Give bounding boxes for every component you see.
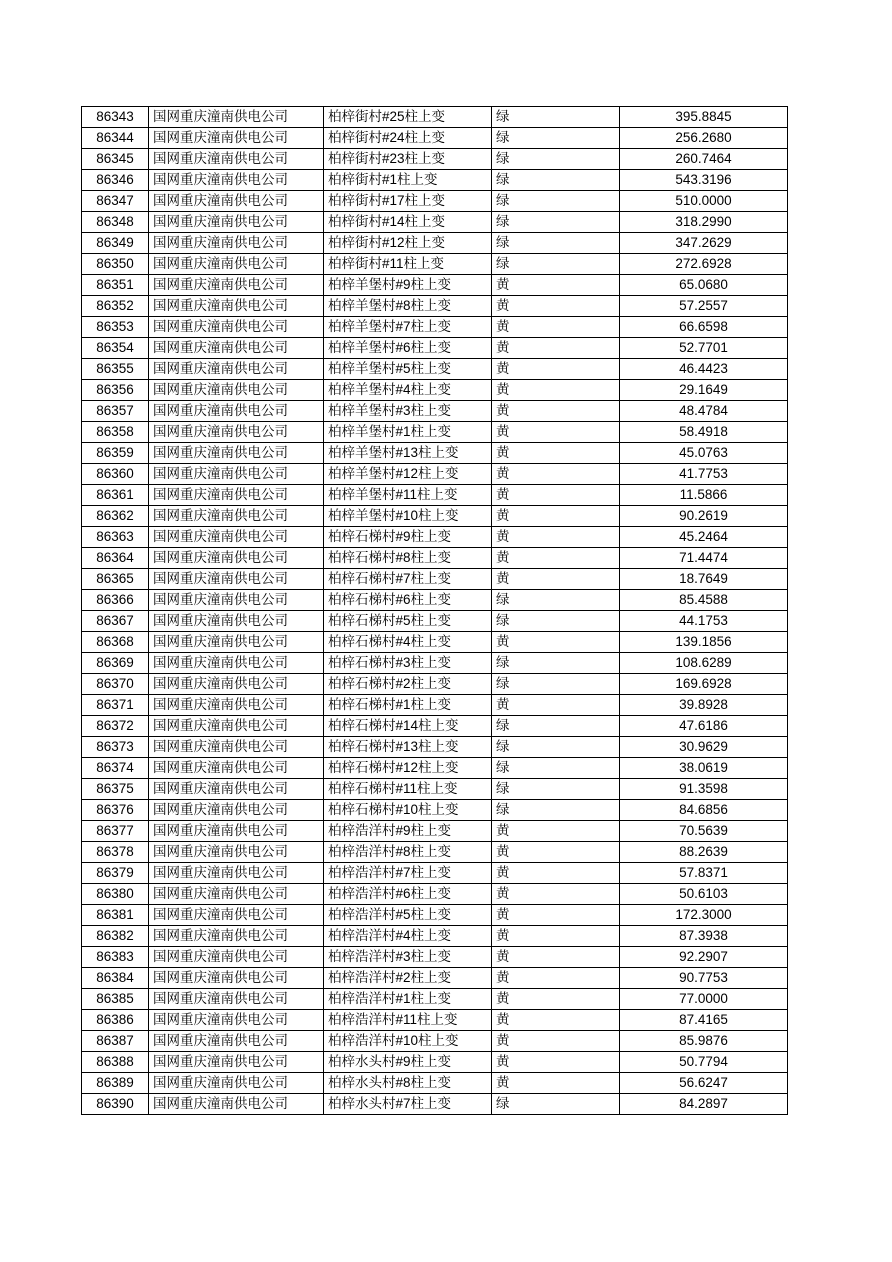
cell-level: 黄 (492, 275, 620, 296)
cell-value: 18.7649 (620, 569, 788, 590)
table-row (82, 590, 788, 611)
cell-level: 黄 (492, 443, 620, 464)
cell-id: 86344 (82, 128, 149, 149)
cell-id: 86382 (82, 926, 149, 947)
cell-id: 86379 (82, 863, 149, 884)
cell-id: 86381 (82, 905, 149, 926)
table-row (82, 674, 788, 695)
cell-value: 395.8845 (620, 107, 788, 128)
table-row (82, 800, 788, 821)
cell-id: 86383 (82, 947, 149, 968)
cell-id: 86365 (82, 569, 149, 590)
cell-company: 国网重庆潼南供电公司 (149, 275, 324, 296)
cell-id: 86367 (82, 611, 149, 632)
cell-value: 256.2680 (620, 128, 788, 149)
cell-id: 86385 (82, 989, 149, 1010)
table-row (82, 695, 788, 716)
cell-level: 黄 (492, 968, 620, 989)
cell-company: 国网重庆潼南供电公司 (149, 863, 324, 884)
cell-id: 86349 (82, 233, 149, 254)
cell-device: 柏梓浩洋村#7柱上变 (324, 863, 492, 884)
cell-device: 柏梓石梯村#7柱上变 (324, 569, 492, 590)
cell-value: 56.6247 (620, 1073, 788, 1094)
cell-level: 绿 (492, 170, 620, 191)
cell-device: 柏梓水头村#7柱上变 (324, 1094, 492, 1115)
cell-id: 86357 (82, 401, 149, 422)
cell-value: 29.1649 (620, 380, 788, 401)
cell-level: 黄 (492, 506, 620, 527)
cell-company: 国网重庆潼南供电公司 (149, 1052, 324, 1073)
cell-company: 国网重庆潼南供电公司 (149, 338, 324, 359)
cell-company: 国网重庆潼南供电公司 (149, 632, 324, 653)
table-row (82, 926, 788, 947)
cell-value: 85.4588 (620, 590, 788, 611)
table-row (82, 191, 788, 212)
cell-value: 91.3598 (620, 779, 788, 800)
cell-level: 黄 (492, 632, 620, 653)
cell-company: 国网重庆潼南供电公司 (149, 1073, 324, 1094)
table-row (82, 1010, 788, 1031)
table-row (82, 548, 788, 569)
cell-company: 国网重庆潼南供电公司 (149, 212, 324, 233)
cell-id: 86366 (82, 590, 149, 611)
cell-value: 44.1753 (620, 611, 788, 632)
cell-company: 国网重庆潼南供电公司 (149, 779, 324, 800)
cell-company: 国网重庆潼南供电公司 (149, 1010, 324, 1031)
cell-device: 柏梓水头村#8柱上变 (324, 1073, 492, 1094)
cell-device: 柏梓羊堡村#12柱上变 (324, 464, 492, 485)
cell-level: 绿 (492, 653, 620, 674)
cell-value: 30.9629 (620, 737, 788, 758)
cell-value: 92.2907 (620, 947, 788, 968)
cell-level: 黄 (492, 380, 620, 401)
cell-company: 国网重庆潼南供电公司 (149, 464, 324, 485)
cell-id: 86376 (82, 800, 149, 821)
cell-id: 86380 (82, 884, 149, 905)
cell-value: 57.8371 (620, 863, 788, 884)
table-row (82, 506, 788, 527)
table-row (82, 422, 788, 443)
cell-id: 86388 (82, 1052, 149, 1073)
cell-device: 柏梓街村#23柱上变 (324, 149, 492, 170)
cell-id: 86370 (82, 674, 149, 695)
cell-level: 黄 (492, 527, 620, 548)
cell-value: 88.2639 (620, 842, 788, 863)
cell-level: 黄 (492, 296, 620, 317)
cell-value: 50.7794 (620, 1052, 788, 1073)
cell-device: 柏梓羊堡村#5柱上变 (324, 359, 492, 380)
cell-id: 86361 (82, 485, 149, 506)
cell-id: 86350 (82, 254, 149, 275)
cell-value: 48.4784 (620, 401, 788, 422)
table-row (82, 1073, 788, 1094)
cell-id: 86390 (82, 1094, 149, 1115)
cell-level: 绿 (492, 779, 620, 800)
cell-id: 86351 (82, 275, 149, 296)
cell-id: 86353 (82, 317, 149, 338)
cell-value: 90.2619 (620, 506, 788, 527)
cell-device: 柏梓浩洋村#4柱上变 (324, 926, 492, 947)
table-row (82, 632, 788, 653)
cell-company: 国网重庆潼南供电公司 (149, 548, 324, 569)
table-row (82, 212, 788, 233)
table-row (82, 443, 788, 464)
table-row (82, 758, 788, 779)
cell-company: 国网重庆潼南供电公司 (149, 590, 324, 611)
cell-device: 柏梓石梯村#11柱上变 (324, 779, 492, 800)
cell-id: 86347 (82, 191, 149, 212)
cell-level: 黄 (492, 1073, 620, 1094)
cell-company: 国网重庆潼南供电公司 (149, 947, 324, 968)
cell-value: 318.2990 (620, 212, 788, 233)
table-row (82, 947, 788, 968)
table-row (82, 464, 788, 485)
cell-device: 柏梓街村#14柱上变 (324, 212, 492, 233)
cell-device: 柏梓街村#1柱上变 (324, 170, 492, 191)
cell-value: 84.6856 (620, 800, 788, 821)
cell-device: 柏梓石梯村#13柱上变 (324, 737, 492, 758)
cell-device: 柏梓水头村#9柱上变 (324, 1052, 492, 1073)
cell-id: 86359 (82, 443, 149, 464)
cell-device: 柏梓羊堡村#3柱上变 (324, 401, 492, 422)
cell-level: 黄 (492, 863, 620, 884)
cell-value: 39.8928 (620, 695, 788, 716)
cell-device: 柏梓石梯村#12柱上变 (324, 758, 492, 779)
cell-level: 绿 (492, 233, 620, 254)
data-table (81, 106, 788, 1115)
cell-company: 国网重庆潼南供电公司 (149, 422, 324, 443)
cell-device: 柏梓羊堡村#8柱上变 (324, 296, 492, 317)
cell-level: 绿 (492, 737, 620, 758)
cell-level: 黄 (492, 317, 620, 338)
cell-value: 510.0000 (620, 191, 788, 212)
cell-company: 国网重庆潼南供电公司 (149, 1094, 324, 1115)
cell-device: 柏梓街村#17柱上变 (324, 191, 492, 212)
cell-company: 国网重庆潼南供电公司 (149, 485, 324, 506)
cell-id: 86355 (82, 359, 149, 380)
cell-value: 45.2464 (620, 527, 788, 548)
cell-value: 58.4918 (620, 422, 788, 443)
cell-company: 国网重庆潼南供电公司 (149, 758, 324, 779)
cell-device: 柏梓石梯村#9柱上变 (324, 527, 492, 548)
cell-id: 86372 (82, 716, 149, 737)
cell-level: 黄 (492, 338, 620, 359)
cell-id: 86384 (82, 968, 149, 989)
cell-value: 77.0000 (620, 989, 788, 1010)
cell-device: 柏梓街村#12柱上变 (324, 233, 492, 254)
cell-level: 绿 (492, 716, 620, 737)
cell-company: 国网重庆潼南供电公司 (149, 716, 324, 737)
table-row (82, 107, 788, 128)
cell-device: 柏梓石梯村#6柱上变 (324, 590, 492, 611)
cell-device: 柏梓石梯村#2柱上变 (324, 674, 492, 695)
table-row (82, 716, 788, 737)
table-row (82, 1031, 788, 1052)
cell-company: 国网重庆潼南供电公司 (149, 317, 324, 338)
cell-device: 柏梓浩洋村#5柱上变 (324, 905, 492, 926)
cell-level: 黄 (492, 926, 620, 947)
cell-device: 柏梓石梯村#1柱上变 (324, 695, 492, 716)
cell-level: 黄 (492, 821, 620, 842)
cell-company: 国网重庆潼南供电公司 (149, 380, 324, 401)
table-row (82, 275, 788, 296)
table-row (82, 296, 788, 317)
cell-value: 347.2629 (620, 233, 788, 254)
cell-level: 绿 (492, 128, 620, 149)
cell-device: 柏梓浩洋村#6柱上变 (324, 884, 492, 905)
cell-value: 90.7753 (620, 968, 788, 989)
table-row (82, 611, 788, 632)
cell-device: 柏梓石梯村#5柱上变 (324, 611, 492, 632)
cell-company: 国网重庆潼南供电公司 (149, 989, 324, 1010)
cell-value: 11.5866 (620, 485, 788, 506)
cell-value: 108.6289 (620, 653, 788, 674)
cell-id: 86371 (82, 695, 149, 716)
cell-company: 国网重庆潼南供电公司 (149, 128, 324, 149)
cell-device: 柏梓街村#24柱上变 (324, 128, 492, 149)
cell-id: 86373 (82, 737, 149, 758)
cell-id: 86368 (82, 632, 149, 653)
cell-id: 86378 (82, 842, 149, 863)
cell-level: 黄 (492, 1052, 620, 1073)
cell-device: 柏梓石梯村#3柱上变 (324, 653, 492, 674)
cell-level: 绿 (492, 107, 620, 128)
table-body (82, 107, 788, 1115)
cell-id: 86346 (82, 170, 149, 191)
cell-company: 国网重庆潼南供电公司 (149, 191, 324, 212)
cell-company: 国网重庆潼南供电公司 (149, 296, 324, 317)
cell-device: 柏梓石梯村#10柱上变 (324, 800, 492, 821)
cell-company: 国网重庆潼南供电公司 (149, 674, 324, 695)
cell-device: 柏梓羊堡村#13柱上变 (324, 443, 492, 464)
table-row (82, 485, 788, 506)
cell-value: 139.1856 (620, 632, 788, 653)
table-row (82, 527, 788, 548)
cell-company: 国网重庆潼南供电公司 (149, 254, 324, 275)
cell-id: 86352 (82, 296, 149, 317)
table-row (82, 779, 788, 800)
cell-level: 黄 (492, 842, 620, 863)
cell-device: 柏梓街村#25柱上变 (324, 107, 492, 128)
cell-id: 86386 (82, 1010, 149, 1031)
table-row (82, 338, 788, 359)
cell-level: 黄 (492, 359, 620, 380)
cell-device: 柏梓石梯村#8柱上变 (324, 548, 492, 569)
cell-id: 86356 (82, 380, 149, 401)
cell-value: 66.6598 (620, 317, 788, 338)
cell-company: 国网重庆潼南供电公司 (149, 506, 324, 527)
cell-company: 国网重庆潼南供电公司 (149, 170, 324, 191)
table-row (82, 863, 788, 884)
cell-company: 国网重庆潼南供电公司 (149, 821, 324, 842)
table-row (82, 989, 788, 1010)
cell-level: 黄 (492, 1031, 620, 1052)
table-row (82, 317, 788, 338)
cell-device: 柏梓街村#11柱上变 (324, 254, 492, 275)
cell-level: 绿 (492, 800, 620, 821)
cell-value: 46.4423 (620, 359, 788, 380)
table-row (82, 905, 788, 926)
cell-level: 绿 (492, 254, 620, 275)
cell-id: 86375 (82, 779, 149, 800)
cell-level: 黄 (492, 485, 620, 506)
cell-device: 柏梓浩洋村#1柱上变 (324, 989, 492, 1010)
cell-company: 国网重庆潼南供电公司 (149, 884, 324, 905)
cell-device: 柏梓羊堡村#1柱上变 (324, 422, 492, 443)
cell-level: 黄 (492, 569, 620, 590)
cell-company: 国网重庆潼南供电公司 (149, 653, 324, 674)
table-row (82, 821, 788, 842)
cell-company: 国网重庆潼南供电公司 (149, 149, 324, 170)
cell-device: 柏梓浩洋村#2柱上变 (324, 968, 492, 989)
cell-device: 柏梓羊堡村#10柱上变 (324, 506, 492, 527)
data-table-container (81, 106, 787, 1115)
cell-level: 黄 (492, 989, 620, 1010)
cell-value: 41.7753 (620, 464, 788, 485)
cell-level: 绿 (492, 758, 620, 779)
cell-value: 272.6928 (620, 254, 788, 275)
cell-id: 86360 (82, 464, 149, 485)
table-row (82, 170, 788, 191)
cell-id: 86354 (82, 338, 149, 359)
cell-value: 87.4165 (620, 1010, 788, 1031)
cell-level: 黄 (492, 548, 620, 569)
cell-company: 国网重庆潼南供电公司 (149, 611, 324, 632)
cell-id: 86348 (82, 212, 149, 233)
cell-id: 86345 (82, 149, 149, 170)
cell-value: 57.2557 (620, 296, 788, 317)
table-row (82, 968, 788, 989)
cell-id: 86369 (82, 653, 149, 674)
cell-company: 国网重庆潼南供电公司 (149, 695, 324, 716)
table-row (82, 569, 788, 590)
cell-id: 86374 (82, 758, 149, 779)
cell-company: 国网重庆潼南供电公司 (149, 401, 324, 422)
cell-device: 柏梓羊堡村#6柱上变 (324, 338, 492, 359)
table-row (82, 1094, 788, 1115)
table-row (82, 359, 788, 380)
table-row (82, 149, 788, 170)
cell-value: 260.7464 (620, 149, 788, 170)
table-row (82, 380, 788, 401)
cell-value: 50.6103 (620, 884, 788, 905)
cell-device: 柏梓浩洋村#3柱上变 (324, 947, 492, 968)
cell-level: 绿 (492, 212, 620, 233)
cell-value: 38.0619 (620, 758, 788, 779)
cell-value: 65.0680 (620, 275, 788, 296)
cell-level: 黄 (492, 884, 620, 905)
cell-id: 86358 (82, 422, 149, 443)
table-row (82, 128, 788, 149)
cell-level: 绿 (492, 590, 620, 611)
cell-device: 柏梓浩洋村#9柱上变 (324, 821, 492, 842)
cell-level: 绿 (492, 674, 620, 695)
cell-level: 黄 (492, 1010, 620, 1031)
cell-company: 国网重庆潼南供电公司 (149, 737, 324, 758)
cell-level: 黄 (492, 947, 620, 968)
table-row (82, 653, 788, 674)
cell-id: 86387 (82, 1031, 149, 1052)
cell-value: 169.6928 (620, 674, 788, 695)
cell-value: 52.7701 (620, 338, 788, 359)
table-row (82, 842, 788, 863)
cell-device: 柏梓浩洋村#10柱上变 (324, 1031, 492, 1052)
cell-company: 国网重庆潼南供电公司 (149, 905, 324, 926)
table-row (82, 233, 788, 254)
cell-id: 86364 (82, 548, 149, 569)
cell-level: 绿 (492, 191, 620, 212)
cell-value: 45.0763 (620, 443, 788, 464)
cell-value: 85.9876 (620, 1031, 788, 1052)
cell-company: 国网重庆潼南供电公司 (149, 926, 324, 947)
cell-device: 柏梓羊堡村#11柱上变 (324, 485, 492, 506)
cell-device: 柏梓石梯村#14柱上变 (324, 716, 492, 737)
table-row (82, 401, 788, 422)
cell-id: 86389 (82, 1073, 149, 1094)
cell-id: 86362 (82, 506, 149, 527)
cell-level: 绿 (492, 611, 620, 632)
cell-id: 86363 (82, 527, 149, 548)
cell-device: 柏梓羊堡村#9柱上变 (324, 275, 492, 296)
table-row (82, 1052, 788, 1073)
table-row (82, 884, 788, 905)
cell-id: 86343 (82, 107, 149, 128)
cell-level: 绿 (492, 1094, 620, 1115)
cell-id: 86377 (82, 821, 149, 842)
cell-level: 黄 (492, 464, 620, 485)
cell-company: 国网重庆潼南供电公司 (149, 569, 324, 590)
cell-value: 172.3000 (620, 905, 788, 926)
cell-level: 绿 (492, 149, 620, 170)
cell-company: 国网重庆潼南供电公司 (149, 800, 324, 821)
cell-level: 黄 (492, 695, 620, 716)
table-row (82, 737, 788, 758)
cell-level: 黄 (492, 905, 620, 926)
cell-company: 国网重庆潼南供电公司 (149, 842, 324, 863)
cell-company: 国网重庆潼南供电公司 (149, 233, 324, 254)
cell-value: 87.3938 (620, 926, 788, 947)
cell-level: 黄 (492, 422, 620, 443)
cell-value: 543.3196 (620, 170, 788, 191)
cell-device: 柏梓羊堡村#7柱上变 (324, 317, 492, 338)
cell-company: 国网重庆潼南供电公司 (149, 107, 324, 128)
cell-device: 柏梓石梯村#4柱上变 (324, 632, 492, 653)
cell-device: 柏梓浩洋村#8柱上变 (324, 842, 492, 863)
cell-value: 70.5639 (620, 821, 788, 842)
cell-level: 黄 (492, 401, 620, 422)
table-row (82, 254, 788, 275)
cell-value: 47.6186 (620, 716, 788, 737)
cell-value: 71.4474 (620, 548, 788, 569)
cell-value: 84.2897 (620, 1094, 788, 1115)
cell-company: 国网重庆潼南供电公司 (149, 359, 324, 380)
cell-company: 国网重庆潼南供电公司 (149, 443, 324, 464)
cell-company: 国网重庆潼南供电公司 (149, 1031, 324, 1052)
cell-company: 国网重庆潼南供电公司 (149, 968, 324, 989)
cell-company: 国网重庆潼南供电公司 (149, 527, 324, 548)
cell-device: 柏梓羊堡村#4柱上变 (324, 380, 492, 401)
cell-device: 柏梓浩洋村#11柱上变 (324, 1010, 492, 1031)
